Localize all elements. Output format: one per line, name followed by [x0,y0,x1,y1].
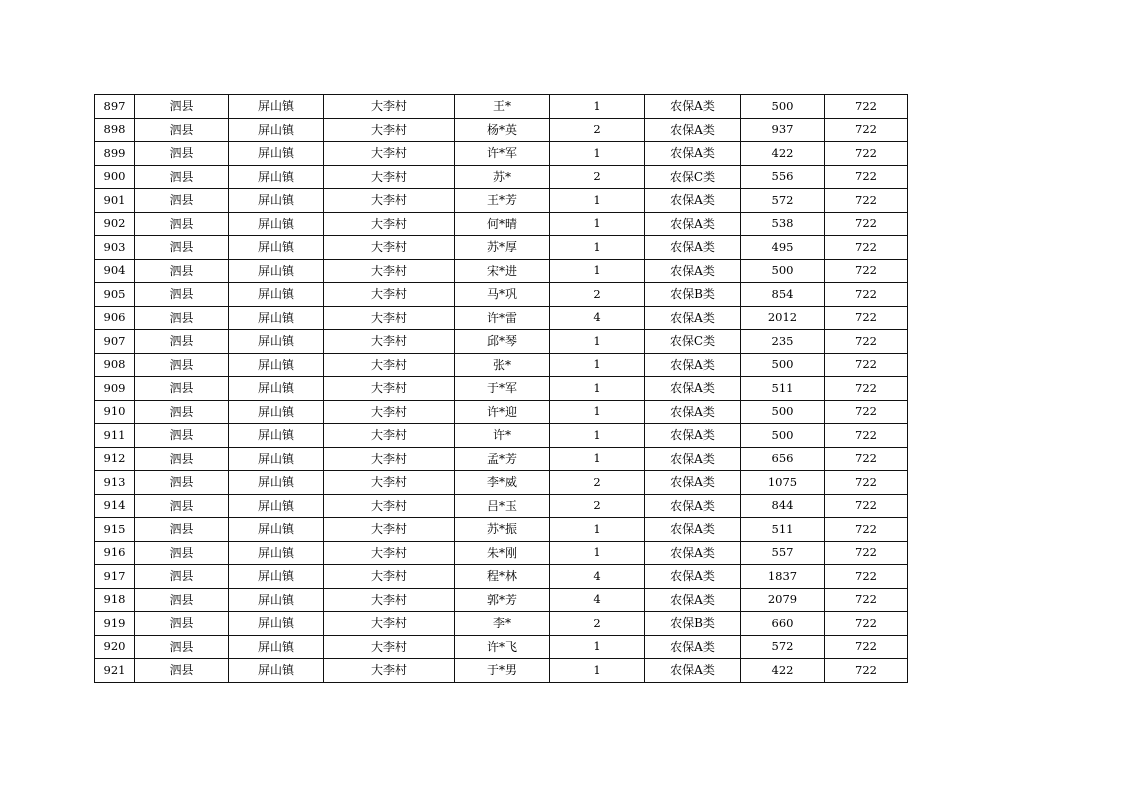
cell-name: 郭*芳 [455,588,550,612]
cell-county: 泗县 [135,118,229,142]
cell-amount: 556 [741,165,825,189]
cell-standard: 722 [825,330,908,354]
cell-category: 农保A类 [645,635,741,659]
cell-standard: 722 [825,306,908,330]
table-row [95,518,908,542]
table-row [95,424,908,448]
cell-county: 泗县 [135,236,229,260]
cell-county: 泗县 [135,142,229,166]
table-row [95,330,908,354]
cell-row-number: 899 [95,142,135,166]
cell-amount: 1837 [741,565,825,589]
cell-village: 大李村 [324,95,455,119]
cell-amount: 235 [741,330,825,354]
cell-row-number: 920 [95,635,135,659]
cell-category: 农保A类 [645,588,741,612]
cell-amount: 656 [741,447,825,471]
cell-row-number: 921 [95,659,135,683]
cell-town: 屏山镇 [229,259,324,283]
cell-town: 屏山镇 [229,541,324,565]
cell-category: 农保A类 [645,400,741,424]
cell-household-size: 2 [550,283,645,307]
cell-row-number: 915 [95,518,135,542]
cell-amount: 500 [741,95,825,119]
cell-household-size: 1 [550,447,645,471]
cell-town: 屏山镇 [229,212,324,236]
cell-amount: 500 [741,424,825,448]
cell-amount: 495 [741,236,825,260]
cell-standard: 722 [825,447,908,471]
cell-row-number: 912 [95,447,135,471]
cell-county: 泗县 [135,494,229,518]
cell-standard: 722 [825,518,908,542]
cell-category: 农保A类 [645,259,741,283]
cell-village: 大李村 [324,400,455,424]
cell-name: 邱*琴 [455,330,550,354]
cell-village: 大李村 [324,353,455,377]
table-row [95,377,908,401]
cell-town: 屏山镇 [229,165,324,189]
cell-amount: 2079 [741,588,825,612]
cell-amount: 500 [741,353,825,377]
cell-row-number: 902 [95,212,135,236]
cell-household-size: 4 [550,306,645,330]
cell-village: 大李村 [324,518,455,542]
cell-category: 农保A类 [645,659,741,683]
cell-town: 屏山镇 [229,518,324,542]
cell-standard: 722 [825,118,908,142]
cell-name: 何*晴 [455,212,550,236]
cell-household-size: 1 [550,518,645,542]
cell-amount: 422 [741,659,825,683]
cell-amount: 2012 [741,306,825,330]
cell-household-size: 1 [550,541,645,565]
cell-amount: 844 [741,494,825,518]
cell-village: 大李村 [324,447,455,471]
cell-household-size: 2 [550,612,645,636]
cell-amount: 500 [741,259,825,283]
cell-town: 屏山镇 [229,494,324,518]
cell-standard: 722 [825,95,908,119]
cell-category: 农保A类 [645,447,741,471]
table-row [95,565,908,589]
cell-county: 泗县 [135,565,229,589]
cell-standard: 722 [825,494,908,518]
cell-household-size: 4 [550,588,645,612]
table-row [95,165,908,189]
cell-household-size: 1 [550,400,645,424]
cell-standard: 722 [825,353,908,377]
table-row [95,612,908,636]
cell-row-number: 901 [95,189,135,213]
cell-county: 泗县 [135,471,229,495]
cell-row-number: 911 [95,424,135,448]
cell-amount: 511 [741,518,825,542]
cell-village: 大李村 [324,189,455,213]
cell-county: 泗县 [135,447,229,471]
cell-village: 大李村 [324,612,455,636]
cell-row-number: 914 [95,494,135,518]
cell-village: 大李村 [324,541,455,565]
cell-name: 于*军 [455,377,550,401]
cell-category: 农保A类 [645,306,741,330]
cell-town: 屏山镇 [229,95,324,119]
cell-amount: 937 [741,118,825,142]
cell-town: 屏山镇 [229,447,324,471]
cell-county: 泗县 [135,541,229,565]
cell-row-number: 900 [95,165,135,189]
cell-name: 王* [455,95,550,119]
cell-row-number: 913 [95,471,135,495]
cell-amount: 422 [741,142,825,166]
cell-category: 农保C类 [645,330,741,354]
cell-amount: 1075 [741,471,825,495]
cell-standard: 722 [825,189,908,213]
cell-category: 农保A类 [645,212,741,236]
cell-name: 杨*英 [455,118,550,142]
cell-town: 屏山镇 [229,612,324,636]
cell-village: 大李村 [324,165,455,189]
cell-town: 屏山镇 [229,635,324,659]
cell-county: 泗县 [135,330,229,354]
cell-amount: 572 [741,635,825,659]
cell-town: 屏山镇 [229,283,324,307]
cell-household-size: 1 [550,635,645,659]
cell-village: 大李村 [324,306,455,330]
cell-village: 大李村 [324,494,455,518]
table-row [95,635,908,659]
table-row [95,353,908,377]
cell-category: 农保A类 [645,142,741,166]
cell-town: 屏山镇 [229,471,324,495]
cell-standard: 722 [825,236,908,260]
cell-name: 许* [455,424,550,448]
cell-name: 孟*芳 [455,447,550,471]
cell-name: 程*林 [455,565,550,589]
cell-county: 泗县 [135,353,229,377]
cell-town: 屏山镇 [229,659,324,683]
cell-name: 王*芳 [455,189,550,213]
cell-name: 李* [455,612,550,636]
cell-town: 屏山镇 [229,400,324,424]
cell-household-size: 1 [550,236,645,260]
cell-town: 屏山镇 [229,424,324,448]
cell-household-size: 1 [550,95,645,119]
cell-standard: 722 [825,565,908,589]
cell-village: 大李村 [324,659,455,683]
cell-amount: 572 [741,189,825,213]
cell-row-number: 917 [95,565,135,589]
cell-county: 泗县 [135,659,229,683]
cell-county: 泗县 [135,95,229,119]
cell-category: 农保A类 [645,353,741,377]
cell-household-size: 4 [550,565,645,589]
cell-village: 大李村 [324,588,455,612]
table-row [95,400,908,424]
cell-village: 大李村 [324,424,455,448]
cell-standard: 722 [825,635,908,659]
cell-county: 泗县 [135,189,229,213]
cell-name: 吕*玉 [455,494,550,518]
cell-household-size: 1 [550,189,645,213]
table-row [95,95,908,119]
cell-category: 农保A类 [645,494,741,518]
cell-name: 许*飞 [455,635,550,659]
cell-household-size: 1 [550,142,645,166]
cell-category: 农保A类 [645,518,741,542]
cell-name: 宋*进 [455,259,550,283]
cell-row-number: 909 [95,377,135,401]
cell-county: 泗县 [135,612,229,636]
cell-standard: 722 [825,283,908,307]
cell-town: 屏山镇 [229,236,324,260]
cell-row-number: 918 [95,588,135,612]
cell-standard: 722 [825,541,908,565]
table-row [95,189,908,213]
cell-standard: 722 [825,400,908,424]
cell-category: 农保A类 [645,424,741,448]
cell-name: 许*迎 [455,400,550,424]
cell-town: 屏山镇 [229,588,324,612]
table-row [95,283,908,307]
cell-name: 苏* [455,165,550,189]
cell-county: 泗县 [135,283,229,307]
table-body [95,95,908,683]
cell-name: 苏*厚 [455,236,550,260]
cell-standard: 722 [825,471,908,495]
cell-county: 泗县 [135,212,229,236]
cell-row-number: 919 [95,612,135,636]
table-row [95,118,908,142]
cell-household-size: 1 [550,259,645,283]
cell-household-size: 1 [550,424,645,448]
cell-town: 屏山镇 [229,377,324,401]
cell-amount: 557 [741,541,825,565]
cell-row-number: 906 [95,306,135,330]
cell-standard: 722 [825,142,908,166]
cell-household-size: 1 [550,212,645,236]
table-row [95,541,908,565]
cell-category: 农保A类 [645,471,741,495]
cell-name: 马*巩 [455,283,550,307]
cell-village: 大李村 [324,259,455,283]
cell-village: 大李村 [324,236,455,260]
cell-village: 大李村 [324,565,455,589]
table-row [95,447,908,471]
cell-town: 屏山镇 [229,330,324,354]
cell-village: 大李村 [324,283,455,307]
cell-row-number: 916 [95,541,135,565]
cell-household-size: 2 [550,165,645,189]
table-row [95,306,908,330]
cell-name: 许*雷 [455,306,550,330]
cell-category: 农保A类 [645,189,741,213]
cell-standard: 722 [825,588,908,612]
table-row [95,659,908,683]
cell-category: 农保B类 [645,612,741,636]
cell-standard: 722 [825,424,908,448]
cell-row-number: 898 [95,118,135,142]
table-row [95,236,908,260]
cell-standard: 722 [825,259,908,283]
cell-county: 泗县 [135,377,229,401]
cell-amount: 854 [741,283,825,307]
table-row [95,588,908,612]
table-row [95,471,908,495]
cell-village: 大李村 [324,118,455,142]
cell-town: 屏山镇 [229,189,324,213]
cell-village: 大李村 [324,330,455,354]
cell-household-size: 1 [550,330,645,354]
cell-amount: 511 [741,377,825,401]
cell-household-size: 2 [550,494,645,518]
cell-county: 泗县 [135,518,229,542]
cell-name: 许*军 [455,142,550,166]
cell-county: 泗县 [135,259,229,283]
cell-amount: 500 [741,400,825,424]
data-table [94,94,908,683]
cell-standard: 722 [825,212,908,236]
table-row [95,142,908,166]
cell-county: 泗县 [135,588,229,612]
cell-name: 李*威 [455,471,550,495]
cell-town: 屏山镇 [229,118,324,142]
cell-village: 大李村 [324,377,455,401]
cell-amount: 660 [741,612,825,636]
cell-county: 泗县 [135,165,229,189]
table-row [95,212,908,236]
cell-household-size: 2 [550,118,645,142]
cell-standard: 722 [825,659,908,683]
cell-village: 大李村 [324,212,455,236]
cell-amount: 538 [741,212,825,236]
cell-town: 屏山镇 [229,142,324,166]
cell-standard: 722 [825,612,908,636]
cell-row-number: 904 [95,259,135,283]
cell-category: 农保A类 [645,118,741,142]
cell-county: 泗县 [135,635,229,659]
cell-standard: 722 [825,165,908,189]
cell-town: 屏山镇 [229,565,324,589]
cell-row-number: 903 [95,236,135,260]
cell-name: 朱*刚 [455,541,550,565]
cell-county: 泗县 [135,400,229,424]
cell-category: 农保B类 [645,283,741,307]
cell-county: 泗县 [135,306,229,330]
cell-town: 屏山镇 [229,353,324,377]
cell-category: 农保A类 [645,95,741,119]
cell-category: 农保C类 [645,165,741,189]
cell-household-size: 2 [550,471,645,495]
cell-row-number: 908 [95,353,135,377]
cell-household-size: 1 [550,659,645,683]
cell-village: 大李村 [324,142,455,166]
cell-household-size: 1 [550,353,645,377]
cell-household-size: 1 [550,377,645,401]
cell-name: 苏*振 [455,518,550,542]
cell-category: 农保A类 [645,565,741,589]
cell-town: 屏山镇 [229,306,324,330]
cell-standard: 722 [825,377,908,401]
cell-row-number: 905 [95,283,135,307]
cell-row-number: 897 [95,95,135,119]
cell-category: 农保A类 [645,377,741,401]
cell-county: 泗县 [135,424,229,448]
cell-category: 农保A类 [645,236,741,260]
table-row [95,259,908,283]
cell-row-number: 907 [95,330,135,354]
table-row [95,494,908,518]
cell-name: 于*男 [455,659,550,683]
cell-village: 大李村 [324,635,455,659]
cell-row-number: 910 [95,400,135,424]
cell-village: 大李村 [324,471,455,495]
cell-category: 农保A类 [645,541,741,565]
cell-name: 张* [455,353,550,377]
